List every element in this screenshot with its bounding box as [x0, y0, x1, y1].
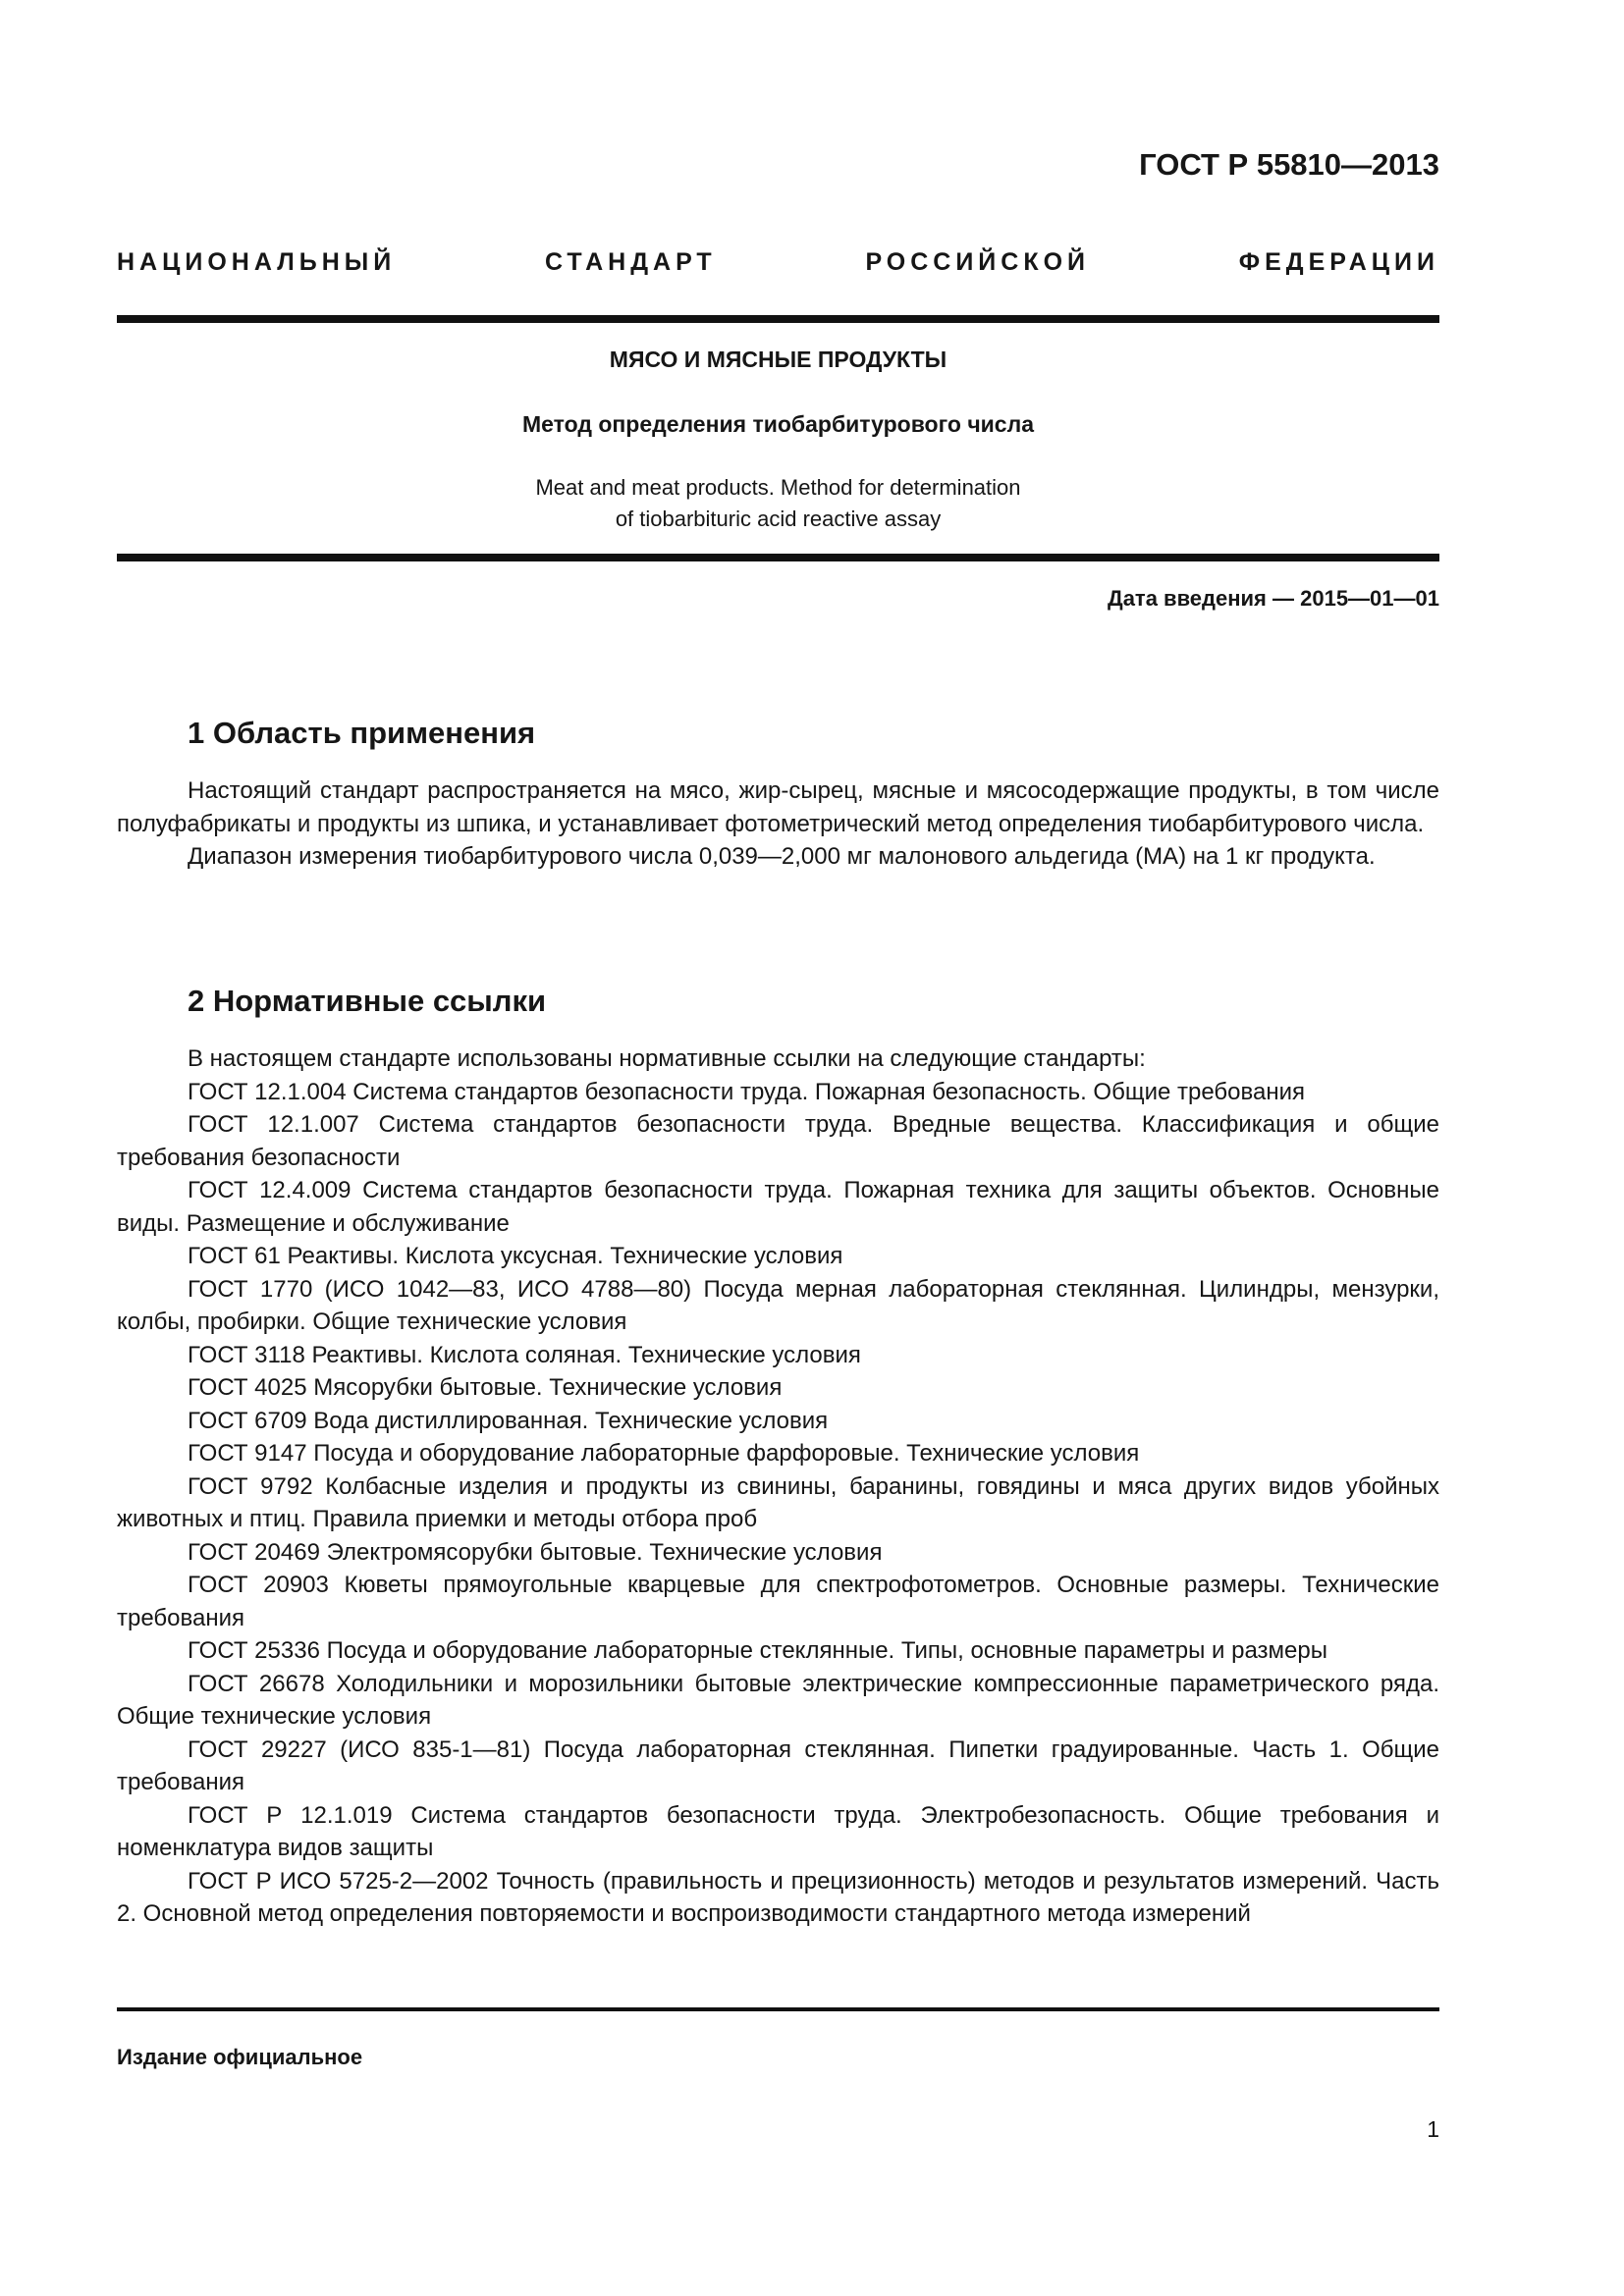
reference-item: ГОСТ 6709 Вода дистиллированная. Технические условия [188, 1407, 829, 1434]
document-subtitle: Метод определения тиобарбитурового числа [521, 411, 1034, 437]
document-title: МЯСО И МЯСНЫЕ ПРОДУКТЫ [609, 347, 947, 372]
reference-item: ГОСТ 20903 Кюветы прямоугольные кварцевые для спектрофотометров. Основные размеры. Технические требования [117, 1572, 1439, 1631]
reference-item: ГОСТ 12.4.009 Система стандартов безопасности труда. Пожарная техника для защиты объектов. Основные виды. Размещение и обслуживание [117, 1177, 1439, 1237]
reference-item: ГОСТ 29227 (ИСО 835-1—81) Посуда лабораторная стеклянная. Пипетки градуированные. Часть 1. Общие требования [117, 1735, 1439, 1795]
english-title-line-2: of tiobarbituric acid reactive assay [615, 507, 942, 531]
reference-item: ГОСТ 12.1.007 Система стандартов безопасности труда. Вредные вещества. Классификация и общие требования безопасности [117, 1111, 1439, 1171]
national-standard-banner: НАЦИОНАЛЬНЫЙ СТАНДАРТ РОССИЙСКОЙ ФЕДЕРАЦИИ [117, 248, 1439, 276]
english-title-line-1: Meat and meat products. Method for determination [535, 475, 1021, 500]
reference-intro: В настоящем стандарте использованы нормативные ссылки на следующие стандарты: [188, 1045, 1146, 1072]
section-2-heading: 2 Нормативные ссылки [188, 984, 547, 1018]
section-1-heading: 1 Область применения [188, 716, 536, 750]
section-1-paragraph: Настоящий стандарт распространяется на мясо, жир-сырец, мясные и мясосодержащие продукты, в том числе полуфабрикаты и продукты из шпика, и устанавливает фотометрический метод определения тиобарбитурового числа. [117, 777, 1439, 837]
reference-item: ГОСТ 26678 Холодильники и морозильники бытовые электрические компрессионные параметрического ряда. Общие технические условия [117, 1670, 1439, 1730]
document-page [117, 0, 1439, 2296]
footer-divider [117, 2007, 1439, 2011]
introduction-date: Дата введения — 2015—01—01 [1108, 586, 1439, 611]
reference-item: ГОСТ Р ИСО 5725-2—2002 Точность (правильность и прецизионность) методов и результатов измерений. Часть 2. Основной метод определения повторяемости и воспроизводимости стандартного метода измерений [117, 1867, 1439, 1927]
section-1-body [117, 774, 1439, 874]
reference-item: ГОСТ 25336 Посуда и оборудование лабораторные стеклянные. Типы, основные параметры и размеры [188, 1637, 1327, 1664]
title-divider [117, 554, 1439, 561]
reference-item: ГОСТ 20469 Электромясорубки бытовые. Технические условия [188, 1538, 883, 1566]
reference-item: ГОСТ 61 Реактивы. Кислота уксусная. Технические условия [188, 1243, 843, 1269]
reference-item: ГОСТ 3118 Реактивы. Кислота соляная. Технические условия [188, 1341, 861, 1368]
page-number: 1 [1427, 2116, 1439, 2142]
english-title [117, 472, 1439, 535]
top-divider [117, 315, 1439, 323]
reference-item: ГОСТ Р 12.1.019 Система стандартов безопасности труда. Электробезопасность. Общие требования и номенклатура видов защиты [117, 1801, 1439, 1861]
official-edition-label: Издание официальное [117, 2045, 363, 2069]
document-number: ГОСТ Р 55810—2013 [1139, 147, 1439, 182]
reference-item: ГОСТ 1770 (ИСО 1042—83, ИСО 4788—80) Посуда мерная лабораторная стеклянная. Цилиндры, мензурки, колбы, пробирки. Общие технические условия [117, 1275, 1439, 1335]
section-1-paragraph: Диапазон измерения тиобарбитурового числа 0,039—2,000 мг малонового альдегида (МА) на 1 кг продукта. [188, 843, 1376, 870]
reference-item: ГОСТ 4025 Мясорубки бытовые. Технические условия [188, 1374, 783, 1401]
reference-item: ГОСТ 12.1.004 Система стандартов безопасности труда. Пожарная безопасность. Общие требования [188, 1078, 1306, 1105]
reference-item: ГОСТ 9792 Колбасные изделия и продукты из свинины, баранины, говядины и мяса других видов убойных животных и птиц. Правила приемки и методы отбора проб [117, 1472, 1439, 1532]
section-2-body [117, 1042, 1439, 1931]
reference-item: ГОСТ 9147 Посуда и оборудование лабораторные фарфоровые. Технические условия [188, 1440, 1140, 1467]
